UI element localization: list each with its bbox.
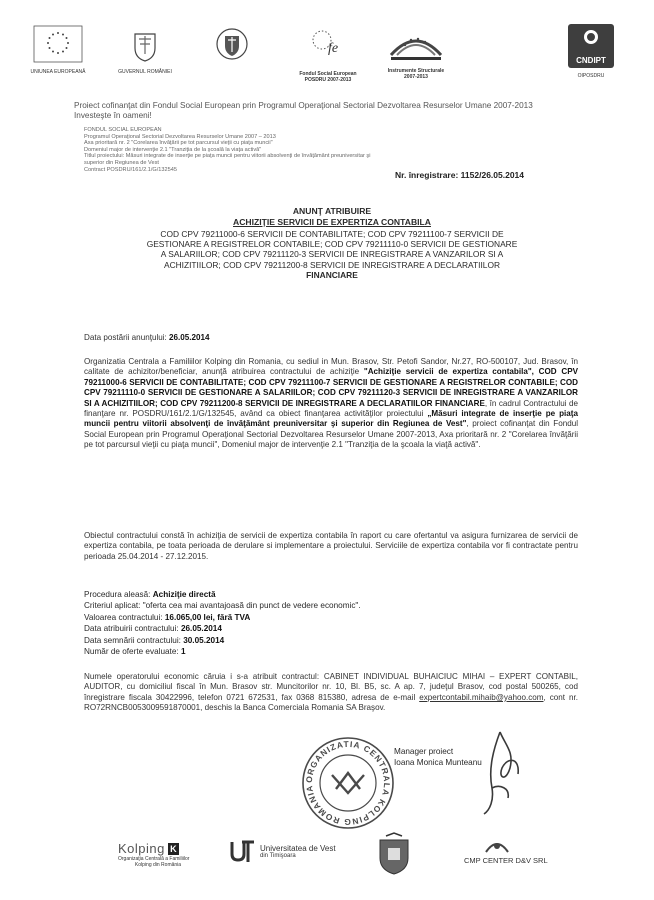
meta-line: Titlul proiectului: Măsuri integrate de inserţie pe piaţa muncii pentru viitorii absolvenţi de învăţământ preuniversitar şi xyxy=(84,153,371,160)
contract-value-row xyxy=(84,612,578,623)
structural-caption-2: 2007-2013 xyxy=(404,74,428,80)
meta-line: Domeniul major de intervenţie 2.1 "Tranziţia de la şcoală la viaţa activă" xyxy=(84,146,262,153)
kolping-wordmark: Kolping xyxy=(118,841,165,856)
intro-line-2: Investeşte în oameni! xyxy=(74,111,152,120)
eu-caption: UNIUNEA EUROPEANĂ xyxy=(30,69,86,75)
cndipt-logo-icon xyxy=(568,24,614,68)
ministry-logo xyxy=(212,26,252,64)
government-caption: GUVERNUL ROMÂNIEI xyxy=(118,69,172,75)
uvt-logo xyxy=(230,838,350,864)
kolping-sub-1: Organizaţia Centrală a Familiilor xyxy=(118,856,190,862)
uvt-name: Universitatea de Vest xyxy=(260,843,336,853)
kolping-logo xyxy=(118,841,218,868)
contract-object-paragraph: Obiectul contractului constă în achiziţia de servicii de expertiza contabila în raport cu care ofertantul va asigura furnizarea de servicii de expertiza contabila, pe toata perioada de derulare si implementare a proiectului. Serviciile de expertiza contabila vor fi contractate pentru perioada 25.04.2014 - 27.12.2015. xyxy=(84,531,578,561)
offers-count-label: Număr de oferte evaluate: xyxy=(84,647,181,657)
intro-block xyxy=(74,101,614,121)
signing-date-label: Data semnării contractului: xyxy=(84,635,184,645)
structural-instruments-logo xyxy=(372,25,460,80)
svg-text:fe: fe xyxy=(328,41,339,56)
fse-caption-2: POSDRU 2007-2013 xyxy=(304,77,352,83)
university-crest-icon xyxy=(374,832,414,876)
cndipt-caption: OIPOSDRU xyxy=(577,73,605,79)
registration-number: Nr. înregistrare: 1152/26.05.2014 xyxy=(395,170,525,180)
kolping-sub-2: Kolping din România xyxy=(134,862,182,868)
cmp-logo xyxy=(464,838,574,865)
uvt-city: din Timişoara xyxy=(260,852,296,859)
cpv-line: A SALARIILOR; COD CPV 79211120-3 SERVICII DE INREGISTRARE A VANZARILOR SI A xyxy=(160,249,504,260)
cmp-name: CMP CENTER D&V SRL xyxy=(464,856,548,865)
cpv-codes xyxy=(84,229,580,280)
contractor-email-link[interactable]: expertcontabil.mihaib@yahoo.com xyxy=(419,692,544,702)
meta-line: Contract POSDRU/161/2.1/G/132545 xyxy=(84,166,177,173)
award-date-value: 26.05.2014 xyxy=(180,624,222,634)
award-date-row xyxy=(84,623,578,634)
meta-line: superior din Regiunea de Vest xyxy=(84,159,159,166)
procedure-label: Procedura aleasă: xyxy=(84,590,153,599)
offers-count-value: 1 xyxy=(180,647,186,657)
signer-block xyxy=(394,746,482,768)
cndipt-logo xyxy=(566,24,616,79)
ministry-coat-of-arms-icon xyxy=(215,26,249,64)
page-title: ANUNŢ ATRIBUIRE xyxy=(292,206,372,216)
signer-name: Ioana Monica Munteanu xyxy=(394,758,482,767)
organization-stamp xyxy=(300,735,396,831)
award-contract-name: "Achiziţie servicii de expertiza contabila", COD CPV 79211000-6 SERVICII DE CONTABILITATE; COD CPV 79211100-7 SERVICII DE GESTIONARE A REGISTRELOR CONTABILE; COD CPV 79211110-0 SERVICII DE GESTIONARE A SALARIILOR; COD CPV 79211120-3 SERVICII DE INREGISTRARE A VANZARILOR SI A ACHIZITIILOR; COD CPV 79211200-8 SERVICII DE INREGISTRARE A DECLARATIILOR FINANCIARE xyxy=(84,367,578,408)
award-project-name: „Măsuri integrate de inserţie pe piaţa muncii pentru viitorii absolvenţi de învăţământ preuniversitar şi superior din Regiunea de Vest" xyxy=(84,409,578,429)
cpv-line: GESTIONARE A REGISTRELOR CONTABILE; COD CPV 79211110-0 SERVICII DE GESTIONARE xyxy=(146,239,518,250)
stamp-text: ORGANIZATIA CENTRALA KOLPING ROMANIA xyxy=(303,738,393,828)
romanian-government-coat-of-arms-icon xyxy=(132,30,158,62)
procedure-row xyxy=(84,589,578,600)
intro-line-1: Proiect cofinanţat din Fondul Social European prin Programul Operaţional Sectorial Dezvoltarea Resurselor Umane 2007-2013 xyxy=(74,101,533,110)
meta-line: Programul Operaţional Sectorial Dezvoltarea Resurselor Umane 2007 – 2013 xyxy=(84,133,276,140)
award-date-label: Data atribuirii contractului: xyxy=(84,624,181,634)
government-logo xyxy=(113,30,177,75)
posting-date xyxy=(84,333,578,343)
contract-value-label: Valoarea contractului: xyxy=(84,612,165,622)
cpv-line: FINANCIARE xyxy=(306,269,358,280)
signer-role: Manager proiect xyxy=(394,747,454,756)
meta-line: Axa prioritară nr. 2 "Corelarea învăţării pe tot parcursul vieţii cu piaţa muncii" xyxy=(84,140,273,147)
procedure-details xyxy=(84,589,578,657)
svg-text:ORGANIZATIA CENTRALA KOLPING R xyxy=(304,739,392,827)
award-text-1: Organizatia Centrala a Familiilor Kolping din Romania, cu sediul in Mun. Brasov, Str. Petofi Sandor, Nr.27, RO-500107, Jud. Brasov, în calitate de achizitor/beneficiar, anunţă atribuirea contractului de achiziţie xyxy=(84,357,578,377)
signing-date-value: 30.05.2014 xyxy=(183,635,225,645)
posting-date-label: Data postării anunţului: xyxy=(84,333,167,342)
contract-value: 16.065,00 lei, fără TVA xyxy=(164,612,251,622)
posting-date-value: 26.05.2014 xyxy=(169,333,210,342)
project-meta xyxy=(84,127,384,173)
cndipt-logo-text: CNDIPT xyxy=(576,56,606,65)
cpv-line: ACHIZITIILOR; COD CPV 79211200-8 SERVICII DE INREGISTRARE A DECLARATIILOR xyxy=(163,259,501,270)
eu-logo xyxy=(28,25,88,75)
structural-caption: Instrumente Structurale xyxy=(387,68,445,74)
award-paragraph xyxy=(84,357,578,451)
criterion-label: Criteriul aplicat: xyxy=(84,601,143,611)
criterion-value: "oferta cea mai avantajoasă din punct de vedere economic". xyxy=(142,601,361,611)
signing-date-row xyxy=(84,635,578,646)
contractor-paragraph xyxy=(84,672,578,714)
contractor-text-2: , cont nr. RO72RNCB0053009591870001, deschis la Banca Comerciala Romania SA Braşov. xyxy=(84,692,579,713)
contractor-text-1: Numele operatorului economic căruia i s-a atribuit contractul: CABINET INDIVIDUAL BUHAICIUC MIHAI – EXPERT CONTABIL, AUDITOR, cu domiciliul fiscal în Mun. Brasov str. Muncitorilor nr. 10, Bl. B5, sc. A ap. 7, judeţul Brasov, cod postal 500265, cod înregistrare fiscala 30422996, telefon 0721 672531, fax 0368 815380, adresa de e-mail xyxy=(84,672,578,702)
page-subtitle: ACHIZIŢIE SERVICII DE EXPERTIZA CONTABILA xyxy=(233,217,431,227)
cpv-line: COD CPV 79211000-6 SERVICII DE CONTABILITATE; COD CPV 79211100-7 SERVICII DE xyxy=(160,229,504,239)
offers-count-row xyxy=(84,646,578,657)
fse-caption: Fondul Social European xyxy=(299,71,357,77)
structural-instruments-icon xyxy=(387,25,445,65)
uvt-emblem-icon xyxy=(230,838,256,864)
award-text-3: , proiect cofinanţat din Fondul Social European prin Programul Operaţional Sectorial Dezvoltarea Resurselor Umane 2007-2013, Axa prioritară nr. 2 "Corelarea învăţării pe tot parcursul vieţii cu piaţa muncii", Domeniul major de intervenţie 2.1 "Tranziţia de la şcoala la viaţă activă". xyxy=(84,419,578,450)
procedure-value: Achiziţie directă xyxy=(152,590,216,599)
eu-flag-icon xyxy=(33,25,83,63)
cmp-emblem-icon xyxy=(482,838,512,856)
fse-logo xyxy=(276,28,380,83)
award-text-2: , în cadrul Contractului de finanţare nr. POSDRU/161/2.1/G/132545, având ca obiect finanţarea activităţilor proiectului xyxy=(84,398,578,419)
criterion-row xyxy=(84,600,578,611)
handwritten-signature xyxy=(470,728,530,818)
kolping-k-icon: K xyxy=(168,843,179,855)
meta-line: FONDUL SOCIAL EUROPEAN xyxy=(84,127,162,133)
fse-logo-icon xyxy=(308,28,348,62)
